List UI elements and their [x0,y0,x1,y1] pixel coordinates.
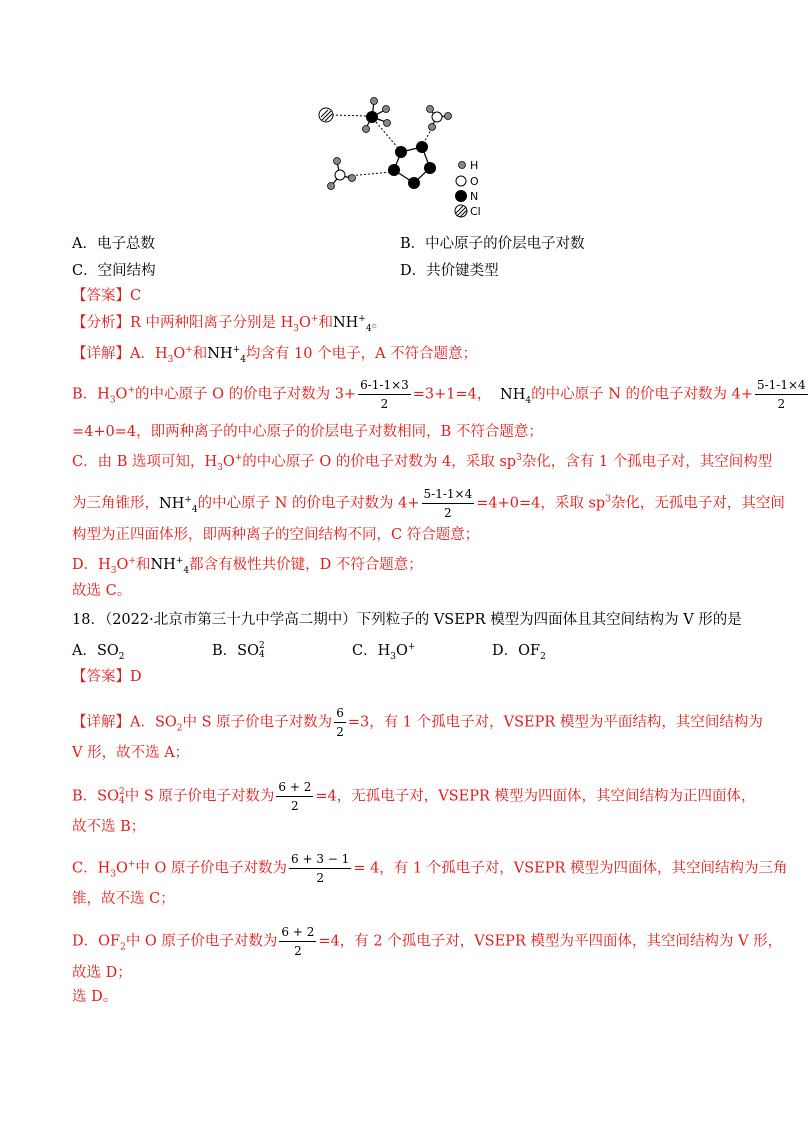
detail-18-b-line2: 故不选 B； [72,819,146,835]
detail-18-b-line1: B．SO 2 4 中 S 原子价电子对数为 $\frac{6 + 2}{2}$ =4，无孤电子对，VSEPR 模型为四面体，其空间结构为正四面体， [72,780,756,813]
nitrogen-atom [366,111,378,123]
conclusion-18: 选 D。 [72,989,118,1005]
option-b: B．中心原子的价层电子对数 [400,236,585,252]
detail-18-a-line2: V 形，故不选 A； [72,745,190,761]
oxygen-atom [432,112,442,122]
option-d: D．共价键类型 [400,263,499,279]
oxygen-atom [335,170,345,180]
detail-17-b-line2: =4+0=4，即两种离子的中心原子的价层电子对数相同，B 不符合题意； [72,424,543,440]
detail-17-c-line1: C．由 B 选项可知，$H_3O^+$的中心原子 O 的价电子对数为 4，采取 $sp^3$杂化，含有 1 个孤电子对，其空间构型 [72,453,773,473]
answer-17: 【答案】C [72,288,142,304]
legend-label-h: H [470,159,479,172]
detail-17-c-line3: 构型为正四面体形，即两种离子的空间结构不同，C 符合题意； [72,527,480,543]
detail-17-c-line2: 为三角锥形，$NH^+_4$的中心原子 N 的价电子对数为 4+ $\frac{5-1-1\times 4}{2}$ =4+0=4，采取 $sp^3$杂化，无孤电子对，其空间 [72,487,785,520]
q18-option-a: A．$SO_2$ [72,643,125,662]
analysis-17: 【分析】R 中两种阳离子分别是 $H_3O^+$和$NH^+_4$。 [72,314,387,334]
conclusion-17: 故选 C。 [72,583,132,599]
question-18-stem: 18．（2022·北京市第三十九中学高二期中）下列粒子的 VSEPR 模型为四面体且其空间结构为 V 形的是 [72,612,742,628]
figure-legend [455,159,481,218]
legend-label-o: O [470,175,479,188]
detail-17-a: 【详解】A．$H_3O^+$和$NH^+_4$均含有 10 个电子，A 不符合题意； [72,345,478,365]
answer-18: 【答案】D [72,669,142,685]
q18-option-c: C．$H_3O^+$ [352,642,416,662]
detail-18-c-line1: C．$H_3O^+$中 O 原子价电子对数为 $\frac{6 + 3 - 1}{2}$ = 4，有 1 个孤电子对，VSEPR 模型为四面体，其空间结构为三角 [72,852,788,885]
detail-17-b-line1: B．$H_3O^+$的中心原子 O 的价电子对数为 3+ $\frac{6-1-1\times 3}{2}$ =3+1=4， $NH_4$的中心原子 N 的价电子对数为 4+ $\frac{5-1-1\times 4}{2}$ [72,378,806,411]
fraction-1: $\frac{6-1-1\times 3}{2}$ [360,378,409,411]
detail-18-d-line1: D．$OF_2$中 O 原子价电子对数为 $\frac{6 + 2}{2}$ =4，有 2 个孤电子对，VSEPR 模型为平四面体，其空间结构为 V 形， [72,925,783,958]
detail-18-c-line2: 锥，故不选 C； [72,891,175,907]
q18-option-d: D．$OF_2$ [492,643,546,662]
q18-option-b: B．SO 2 4 [212,641,265,660]
detail-18-d-line2: 故选 D； [72,965,132,981]
legend-label-cl: Cl [470,205,481,218]
option-c: C．空间结构 [72,263,156,279]
option-a: A．电子总数 [72,236,155,252]
molecular-structure-figure [300,92,500,222]
legend-label-n: N [470,190,479,203]
detail-17-d: D．$H_3O^+$和$NH^+_4$都含有极性共价键，D 不符合题意； [72,556,423,576]
detail-18-a-line1: 【详解】A．$SO_2$中 S 原子价电子对数为 $\frac{6}{2}$ =3，有 1 个孤电子对，VSEPR 模型为平面结构，其空间结构为 [72,706,763,739]
fraction-2: $\frac{5-1-1\times 4}{2}$ [756,378,806,411]
fraction-3: $\frac{5-1-1\times 4}{2}$ [423,487,473,520]
